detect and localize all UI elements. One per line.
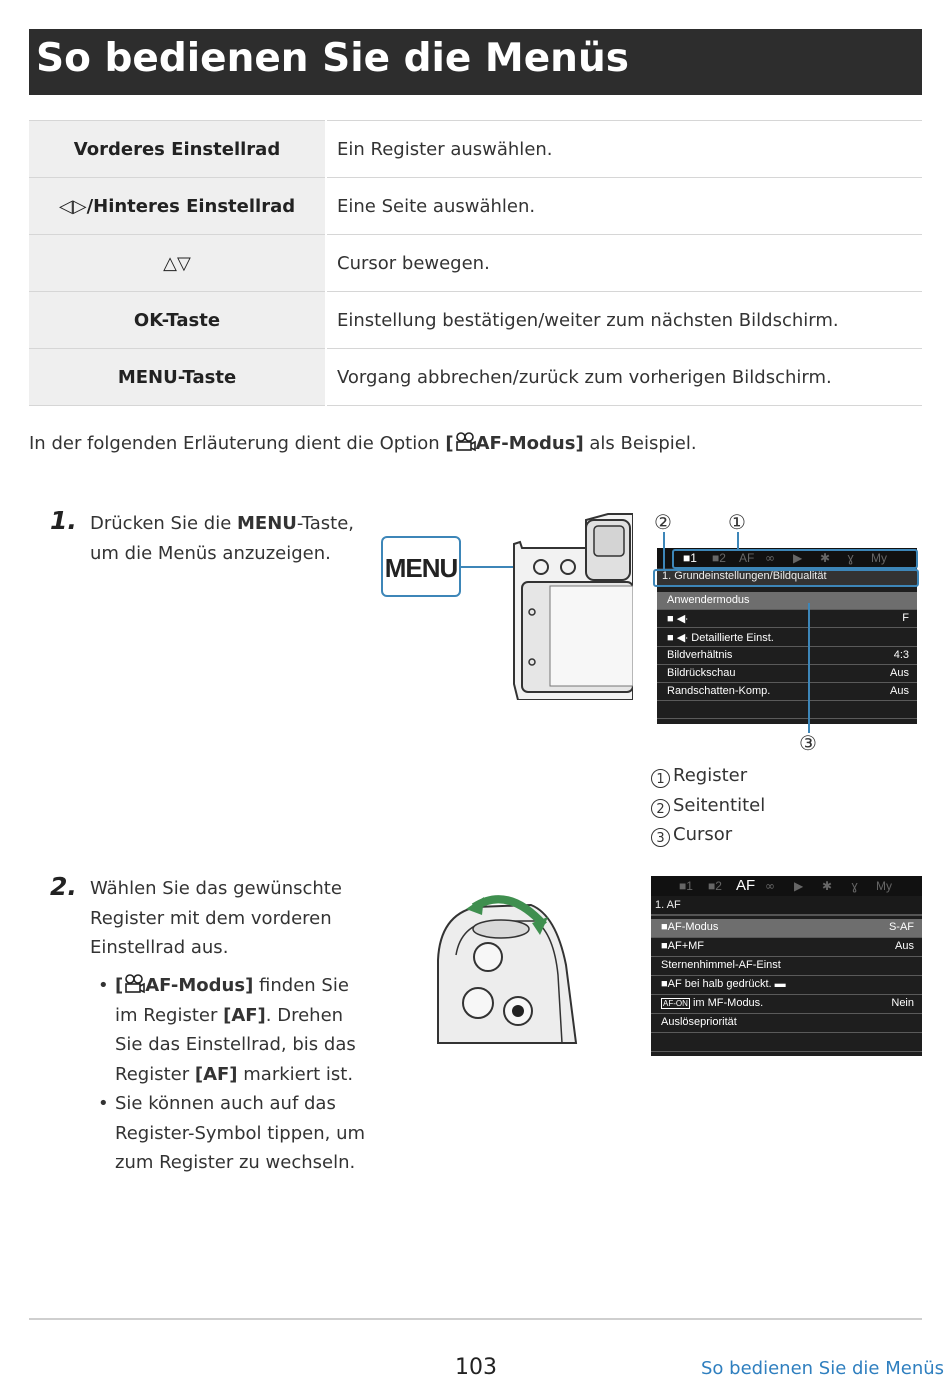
control-key [29,235,326,292]
control-key: OK-Taste [29,292,326,349]
control-key: ◁▷/Hinteres Einstellrad [29,178,326,235]
camera-tab-1-icon[interactable]: ■1 [679,879,693,893]
video-tab-icon[interactable]: ∞ [765,879,775,893]
callout-marker-1: ① [728,510,746,534]
camera-tab-2-icon[interactable]: ■2 [708,879,722,893]
menu-row[interactable]: ■ ◀∙ Detaillierte Einst. [657,629,917,647]
af-tab[interactable]: AF [736,877,756,894]
menu-list [651,919,922,1056]
video-camera-icon [454,432,476,452]
video-camera-icon [123,974,145,994]
control-key: Vorderes Einstellrad [29,121,326,178]
intro-text: In der folgenden Erläuterung dient die Option [ AF-Modus] als Beispiel. [29,433,697,454]
menu-row-selected[interactable]: Anwendermodus [657,592,917,610]
table-row [29,349,922,406]
controls-table [29,120,922,406]
list-item: • [ AF-Modus] finden Sie im Register [AF]. Drehen Sie das Einstellrad, bis das Register [AF] markiert ist. [98,975,356,1085]
menu-row[interactable]: Randschatten-Komp. Aus [657,683,917,701]
step-text: Wählen Sie das gewünschte Register mit dem vorderen Einstellrad aus. [90,878,342,958]
gear-tab-icon[interactable]: ✱ [820,551,831,565]
my-tab[interactable]: My [871,551,887,565]
wrench-tab-icon[interactable]: ɣ [847,551,855,565]
menu-row-empty [657,701,917,719]
control-action: Eine Seite auswählen. [326,178,922,235]
step-number: 1. [50,506,77,535]
page-title-row: 1. AF [651,896,922,916]
menu-row-selected[interactable]: ■AF-Modus S-AF [651,919,922,938]
menu-row[interactable]: Sternenhimmel-AF-Einst [651,957,922,976]
menu-row[interactable]: Bildverhältnis 4:3 [657,647,917,665]
menu-row[interactable]: AF-ON im MF-Modus. Nein [651,995,922,1014]
up-down-arrows-icon: △▽ [163,252,191,274]
menu-button-label: MENU [384,553,458,583]
control-action: Ein Register auswählen. [326,121,922,178]
menu-row-empty [651,1033,922,1052]
control-action: Einstellung bestätigen/weiter zum nächsten Bildschirm. [326,292,922,349]
playback-tab-icon[interactable]: ▶ [793,551,803,565]
legend-item: 1 Register [651,761,765,791]
menu-button-callout [381,536,461,597]
front-dial-illustration [436,885,578,1045]
camera-tab-1-icon[interactable]: ■1 [683,551,697,565]
callout-line [737,532,739,549]
menu-screen-step2 [651,876,922,1056]
page-number: 103 [455,1355,497,1380]
list-item: • Sie können auch auf das Register-Symbol tippen, um zum Register zu wechseln. [98,1093,366,1173]
step-number: 2. [50,872,77,901]
menu-row[interactable]: ■AF+MF Aus [651,938,922,957]
callout-marker-2: ② [654,510,672,534]
left-right-arrows-icon: ◁▷ [58,195,87,217]
camera-tab-2-icon[interactable]: ■2 [712,551,726,565]
control-action: Cursor bewegen. [326,235,922,292]
table-row [29,121,922,178]
callout-line [808,603,810,733]
tab-callout-box [672,549,918,569]
wrench-tab-icon[interactable]: ɣ [851,879,859,893]
page-title-callout-box [653,569,919,587]
af-tab[interactable]: AF [739,551,755,565]
table-row [29,235,922,292]
legend-item: 2 Seitentitel [651,791,765,821]
legend-item: 3 Cursor [651,820,765,850]
camera-back-illustration [508,512,633,700]
step-text: Drücken Sie die MENU-Taste, um die Menüs anzuzeigen. [90,513,355,564]
callout-marker-3: ③ [799,731,817,755]
section-link[interactable]: So bedienen Sie die Menüs [701,1358,945,1379]
table-row [29,292,922,349]
page-title: So bedienen Sie die Menüs [36,36,629,81]
tab-bar [651,876,922,896]
bullet-list [98,971,378,1178]
footer-divider [29,1318,922,1320]
playback-tab-icon[interactable]: ▶ [794,879,804,893]
menu-row[interactable]: Bildrückschau Aus [657,665,917,683]
gear-tab-icon[interactable]: ✱ [822,879,833,893]
menu-row[interactable]: Auslösepriorität [651,1014,922,1033]
af-on-badge: AF-ON [663,999,688,1008]
control-key: MENU-Taste [29,349,326,406]
video-tab-icon[interactable]: ∞ [765,551,775,565]
menu-list [657,592,917,722]
legend [651,761,765,850]
menu-row[interactable]: ■ ◀∙ F [657,610,917,628]
my-tab[interactable]: My [876,879,892,893]
page-title-row: 1. Grundeinstellungen/Bildqualität [657,568,917,586]
table-row [29,178,922,235]
menu-row[interactable]: ■AF bei halb gedrückt. ▬ [651,976,922,995]
callout-line [663,532,665,569]
control-action: Vorgang abbrechen/zurück zum vorherigen Bildschirm. [326,349,922,406]
